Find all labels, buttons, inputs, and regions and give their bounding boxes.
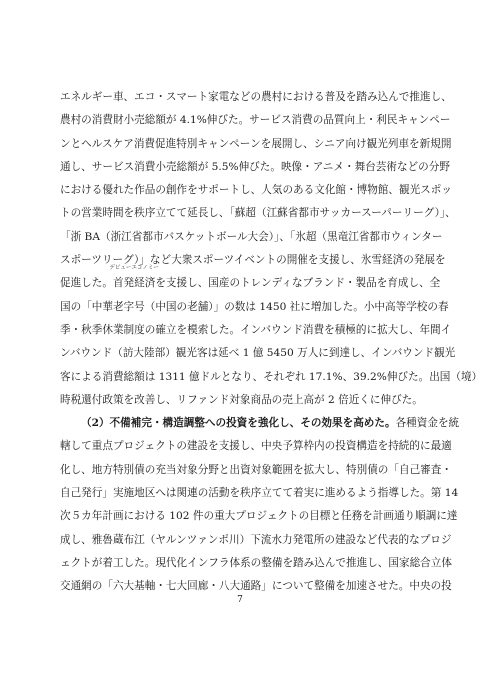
section-heading: （2）不備補完・構造調整への投資を強化し、その効果を高めた。 [81,417,396,430]
text-line: 化し、地方特別債の充当対象分野と出資対象範囲を拡大し、特別債の「自己審査・ [60,463,452,476]
text-line: ェクトが着工した。現代化インフラ体系の整備を踏み込んで推進し、国家総合立体 [60,556,452,569]
text-line: 轄して重点プロジェクトの建設を支援し、中央予算枠内の投資構造を持続的に最適 [60,440,452,453]
text-line: における優れた作品の創作をサポートし、人気のある文化館・博物館、観光スポッ [60,184,452,197]
ruby-line-after: を支援し、国産のトレンディなブランド・製品を育成し、全 [155,277,441,290]
text-line: 客による消費総額は 1311 億ドルとなり、それぞれ 17.1%、39.2%伸びた。出国（境） [60,370,482,383]
text-line: 農村の消費財小売総額が 4.1%伸びた。サービス消費の品質向上・利民キャンペー [60,114,451,127]
body-text [60,86,482,599]
text-line: 通し、サービス消費小売総額が 5.5%伸びた。映像・アニメ・舞台芸術などの分野 [60,160,450,173]
text-line: 自己発行」実施地区へは関連の活動を秩序立てて着実に進めるよう指導した。第 14 [60,487,459,500]
heading-tail-text: 各種資金を統 [395,417,460,430]
text-line: 交通網の「六大基軸・七大回廊・八大通路」について整備を加速させた。中央の投 [60,580,452,593]
text-line: トの営業時間を秩序立てて延長し、「蘇超（江蘇省都市サッカースーパーリーグ）」、 [60,207,456,220]
ruby-base: 首発経済 [112,277,156,290]
page-number: 7 [237,595,243,605]
ruby-annotation: デビューエコノミー [109,265,159,272]
text-line: 成し、雅魯蔵布江（ヤルンツァンポ川）下流水力発電所の建設など代表的なプロジ [60,533,452,546]
text-line: 「浙 BA（浙江省都市バスケットボール大会）」、「氷超（黒竜江省都市ウィンター [60,230,443,243]
text-line: 国の「中華老字号（中国の老舗）」の数は 1450 社に増加した。小中高等学校の春 [60,300,449,313]
text-line: 季・秋季休業制度の確立を模索した。インバウンド消費を積極的に拡大し、年間イ [60,323,452,336]
text-line: 次５カ年計画における 102 件の重大プロジェクトの目標と任務を計画通り順調に達 [60,510,458,523]
text-line: ンバウンド（訪大陸部）観光客は延べ 1 億 5450 万人に到達し、インバウンド観光 [60,347,456,360]
text-line: 時税還付政策を改善し、リファンド対象商品の売上高が 2 倍近くに伸びた。 [60,393,423,406]
text-line-with-ruby [60,265,441,295]
section-heading-line [60,412,460,435]
text-line: ンとヘルスケア消費促進特別キャンペーンを展開し、シニア向け観光列車を新規開 [60,137,452,150]
text-line: エネルギー車、エコ・スマート家電などの農村における普及を踏み込んで推進し、 [60,91,452,103]
ruby-line-before: 促進した。 [60,277,113,290]
ruby-term [109,265,159,295]
text-line: スポーツリーグ）」など大衆スポーツイベントの開催を支援し、氷雪経済の発展を [60,254,446,267]
